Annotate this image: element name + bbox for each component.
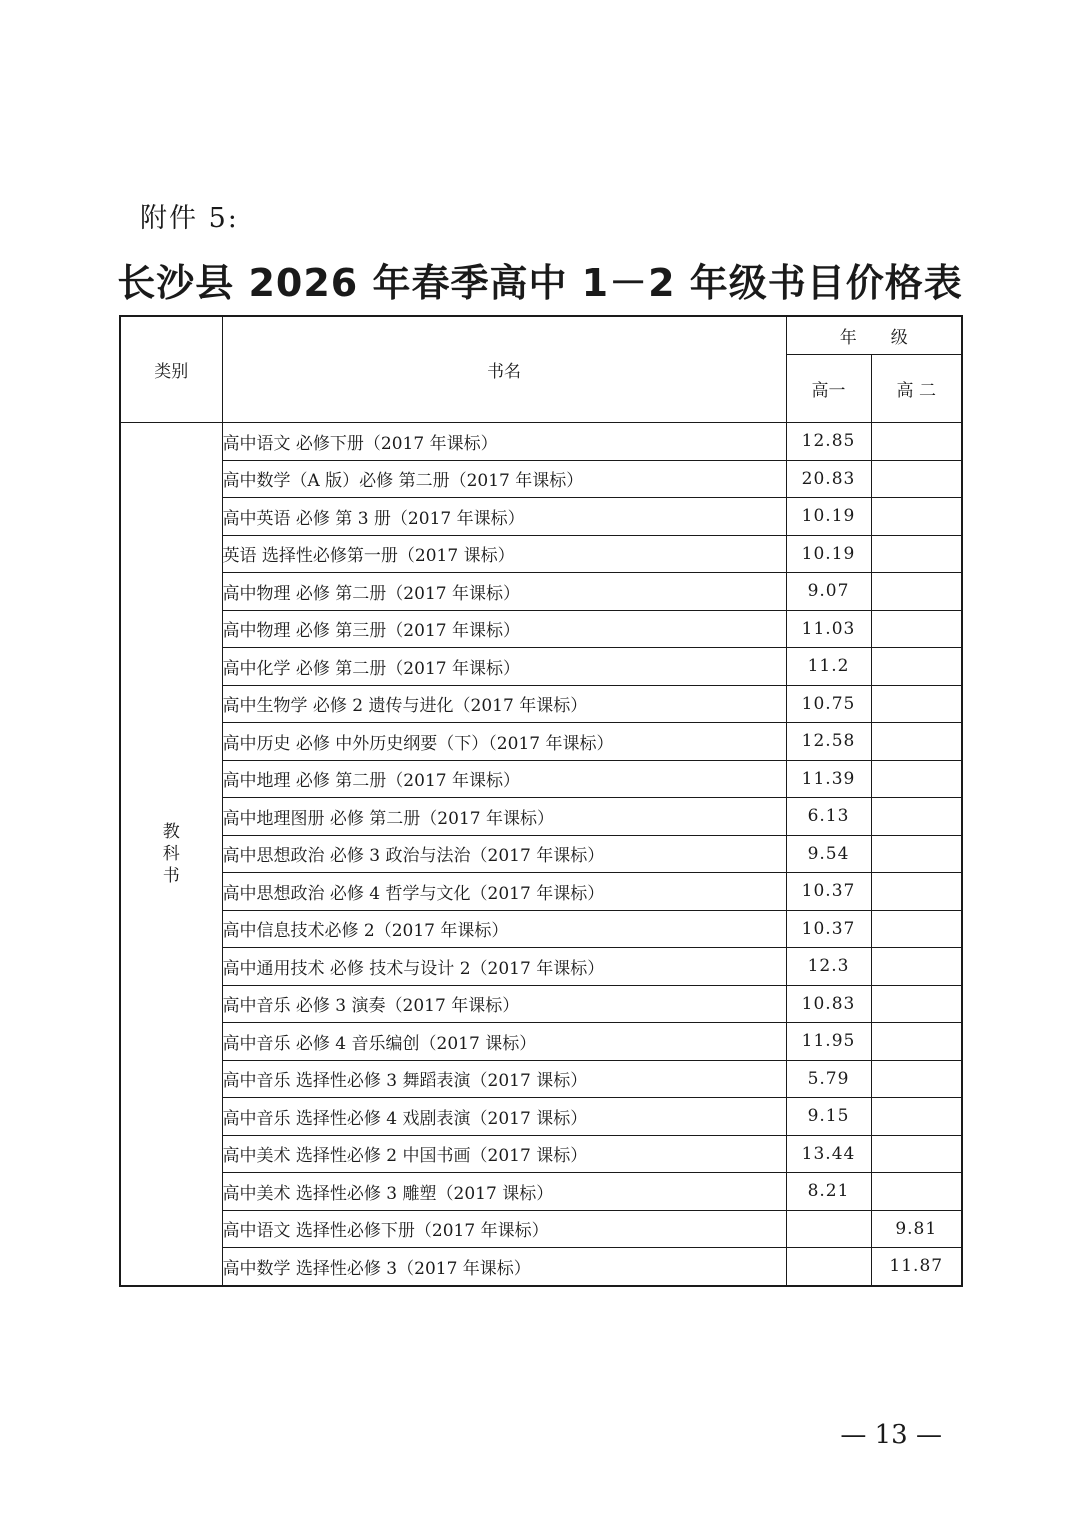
book-name-cell: 高中信息技术必修 2（2017 年课标）	[222, 910, 786, 948]
book-name-cell: 高中思想政治 必修 3 政治与法治（2017 年课标）	[222, 835, 786, 873]
table-row	[120, 873, 962, 911]
book-name-cell: 英语 选择性必修第一册（2017 课标）	[222, 535, 786, 573]
price-grade-1-cell: 12.3	[786, 948, 871, 986]
price-grade-1-cell: 11.2	[786, 648, 871, 686]
book-name-cell: 高中通用技术 必修 技术与设计 2（2017 年课标）	[222, 948, 786, 986]
price-grade-2-cell	[871, 835, 962, 873]
category-char: 书	[162, 865, 180, 886]
price-grade-2-cell	[871, 498, 962, 536]
price-grade-2-cell	[871, 1023, 962, 1061]
book-price-table	[119, 315, 963, 1287]
header-grade-2: 高 二	[871, 355, 962, 423]
price-grade-2-cell	[871, 610, 962, 648]
book-name-cell: 高中数学（A 版）必修 第二册（2017 年课标）	[222, 460, 786, 498]
table-row	[120, 1023, 962, 1061]
price-grade-2-cell	[871, 535, 962, 573]
price-grade-1-cell: 20.83	[786, 460, 871, 498]
book-name-cell: 高中英语 必修 第 3 册（2017 年课标）	[222, 498, 786, 536]
price-grade-1-cell: 13.44	[786, 1135, 871, 1173]
table-row	[120, 1098, 962, 1136]
book-name-cell: 高中美术 选择性必修 3 雕塑（2017 课标）	[222, 1173, 786, 1211]
price-grade-1-cell: 10.37	[786, 910, 871, 948]
price-grade-1-cell: 11.95	[786, 1023, 871, 1061]
price-grade-2-cell	[871, 1135, 962, 1173]
table-row	[120, 498, 962, 536]
category-char: 科	[162, 843, 180, 864]
price-grade-1-cell: 6.13	[786, 798, 871, 836]
price-grade-1-cell: 9.15	[786, 1098, 871, 1136]
table-row	[120, 723, 962, 761]
price-grade-1-cell	[786, 1248, 871, 1286]
price-grade-1-cell: 10.75	[786, 685, 871, 723]
price-grade-2-cell	[871, 985, 962, 1023]
header-category: 类别	[120, 316, 222, 423]
price-grade-1-cell	[786, 1210, 871, 1248]
price-grade-2-cell	[871, 723, 962, 761]
price-grade-1-cell: 10.37	[786, 873, 871, 911]
price-grade-2-cell	[871, 460, 962, 498]
book-name-cell: 高中地理图册 必修 第二册（2017 年课标）	[222, 798, 786, 836]
book-name-cell: 高中化学 必修 第二册（2017 年课标）	[222, 648, 786, 686]
page-title: 长沙县 2026 年春季高中 1－2 年级书目价格表	[117, 261, 963, 305]
price-grade-1-cell: 10.19	[786, 498, 871, 536]
price-grade-1-cell: 10.83	[786, 985, 871, 1023]
price-grade-1-cell: 9.07	[786, 573, 871, 611]
price-grade-2-cell: 9.81	[871, 1210, 962, 1248]
page-number: — 13 —	[840, 1420, 942, 1450]
price-grade-2-cell	[871, 760, 962, 798]
table-row	[120, 423, 962, 461]
book-name-cell: 高中音乐 选择性必修 4 戏剧表演（2017 课标）	[222, 1098, 786, 1136]
category-char: 教	[162, 821, 180, 842]
table-row	[120, 1060, 962, 1098]
price-grade-2-cell	[871, 1173, 962, 1211]
price-grade-2-cell: 11.87	[871, 1248, 962, 1286]
table-row	[120, 648, 962, 686]
book-name-cell: 高中语文 选择性必修下册（2017 年课标）	[222, 1210, 786, 1248]
table-row	[120, 1210, 962, 1248]
book-name-cell: 高中美术 选择性必修 2 中国书画（2017 课标）	[222, 1135, 786, 1173]
table-row	[120, 573, 962, 611]
price-grade-2-cell	[871, 948, 962, 986]
header-book-name: 书名	[222, 316, 786, 423]
table-row	[120, 610, 962, 648]
table-row	[120, 1248, 962, 1286]
attachment-label: 附件 5:	[140, 203, 239, 234]
price-grade-2-cell	[871, 685, 962, 723]
price-grade-1-cell: 9.54	[786, 835, 871, 873]
book-name-cell: 高中语文 必修下册（2017 年课标）	[222, 423, 786, 461]
table-row	[120, 685, 962, 723]
header-grade: 年 级	[786, 316, 962, 355]
price-grade-1-cell: 12.58	[786, 723, 871, 761]
price-grade-2-cell	[871, 573, 962, 611]
table-row	[120, 835, 962, 873]
book-name-cell: 高中生物学 必修 2 遗传与进化（2017 年课标）	[222, 685, 786, 723]
price-grade-2-cell	[871, 423, 962, 461]
book-name-cell: 高中物理 必修 第三册（2017 年课标）	[222, 610, 786, 648]
book-name-cell: 高中历史 必修 中外历史纲要（下）（2017 年课标）	[222, 723, 786, 761]
book-name-cell: 高中数学 选择性必修 3（2017 年课标）	[222, 1248, 786, 1286]
price-grade-1-cell: 11.39	[786, 760, 871, 798]
price-grade-1-cell: 12.85	[786, 423, 871, 461]
book-name-cell: 高中思想政治 必修 4 哲学与文化（2017 年课标）	[222, 873, 786, 911]
table-row	[120, 535, 962, 573]
table-row	[120, 1173, 962, 1211]
price-grade-2-cell	[871, 798, 962, 836]
table-row	[120, 1135, 962, 1173]
book-name-cell: 高中地理 必修 第二册（2017 年课标）	[222, 760, 786, 798]
table-row	[120, 798, 962, 836]
price-grade-1-cell: 5.79	[786, 1060, 871, 1098]
table-row	[120, 948, 962, 986]
price-grade-2-cell	[871, 1098, 962, 1136]
table-row	[120, 985, 962, 1023]
price-grade-2-cell	[871, 910, 962, 948]
price-grade-1-cell: 8.21	[786, 1173, 871, 1211]
table-row	[120, 460, 962, 498]
category-cell	[120, 423, 222, 1286]
table-row	[120, 910, 962, 948]
price-grade-2-cell	[871, 1060, 962, 1098]
book-name-cell: 高中音乐 选择性必修 3 舞蹈表演（2017 课标）	[222, 1060, 786, 1098]
price-grade-2-cell	[871, 648, 962, 686]
price-grade-1-cell: 11.03	[786, 610, 871, 648]
header-grade-1: 高一	[786, 355, 871, 423]
book-name-cell: 高中音乐 必修 4 音乐编创（2017 课标）	[222, 1023, 786, 1061]
price-grade-1-cell: 10.19	[786, 535, 871, 573]
book-name-cell: 高中物理 必修 第二册（2017 年课标）	[222, 573, 786, 611]
table-row	[120, 760, 962, 798]
table-body	[120, 423, 962, 1286]
book-name-cell: 高中音乐 必修 3 演奏（2017 年课标）	[222, 985, 786, 1023]
price-grade-2-cell	[871, 873, 962, 911]
